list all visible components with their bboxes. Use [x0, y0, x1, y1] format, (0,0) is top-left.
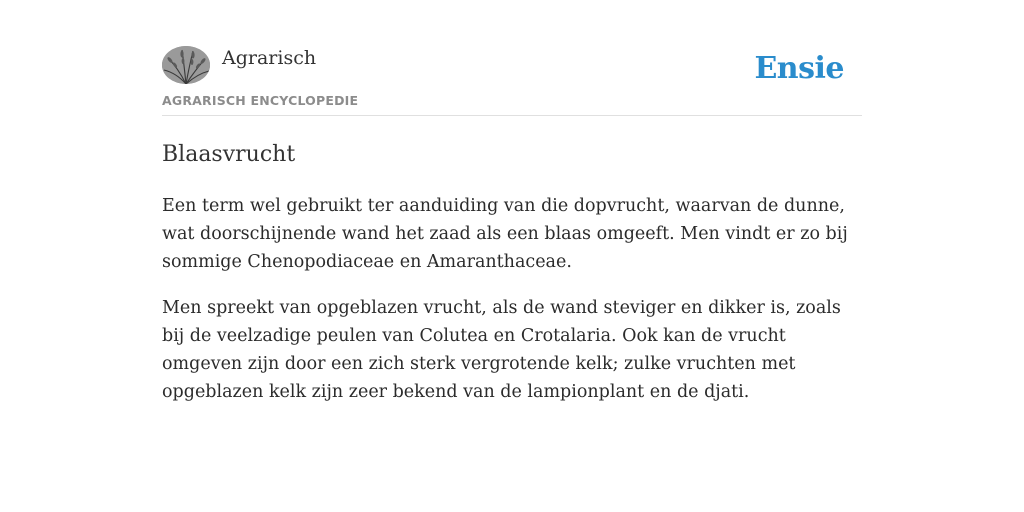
- paragraph: Een term wel gebruikt ter aanduiding van die dopvrucht, waarvan de dunne, wat doorschijnende wand het zaad als een blaas omgeeft. Men vindt er zo bij sommige Chenopodiaceae en Amaranthaceae.: [162, 196, 848, 272]
- wheat-engraving-icon: [162, 46, 210, 84]
- article-body: [162, 192, 862, 424]
- source-avatar[interactable]: [162, 46, 210, 84]
- source-subtitle[interactable]: AGRARISCH ENCYCLOPEDIE: [162, 93, 359, 108]
- brand-logo[interactable]: Ensie: [754, 51, 844, 86]
- page: [162, 0, 862, 402]
- header: [162, 0, 862, 116]
- source-name[interactable]: Agrarisch: [222, 47, 317, 69]
- page-title: Blaasvrucht: [162, 142, 296, 167]
- paragraph: Men spreekt van opgeblazen vrucht, als de wand steviger en dikker is, zoals bij de veelzadige peulen van Colutea en Crotalaria. Ook kan de vrucht omgeven zijn door een zich sterk vergrotende kelk; zulke vruchten met opgeblazen kelk zijn zeer bekend van de lampionplant en de djati.: [162, 298, 841, 402]
